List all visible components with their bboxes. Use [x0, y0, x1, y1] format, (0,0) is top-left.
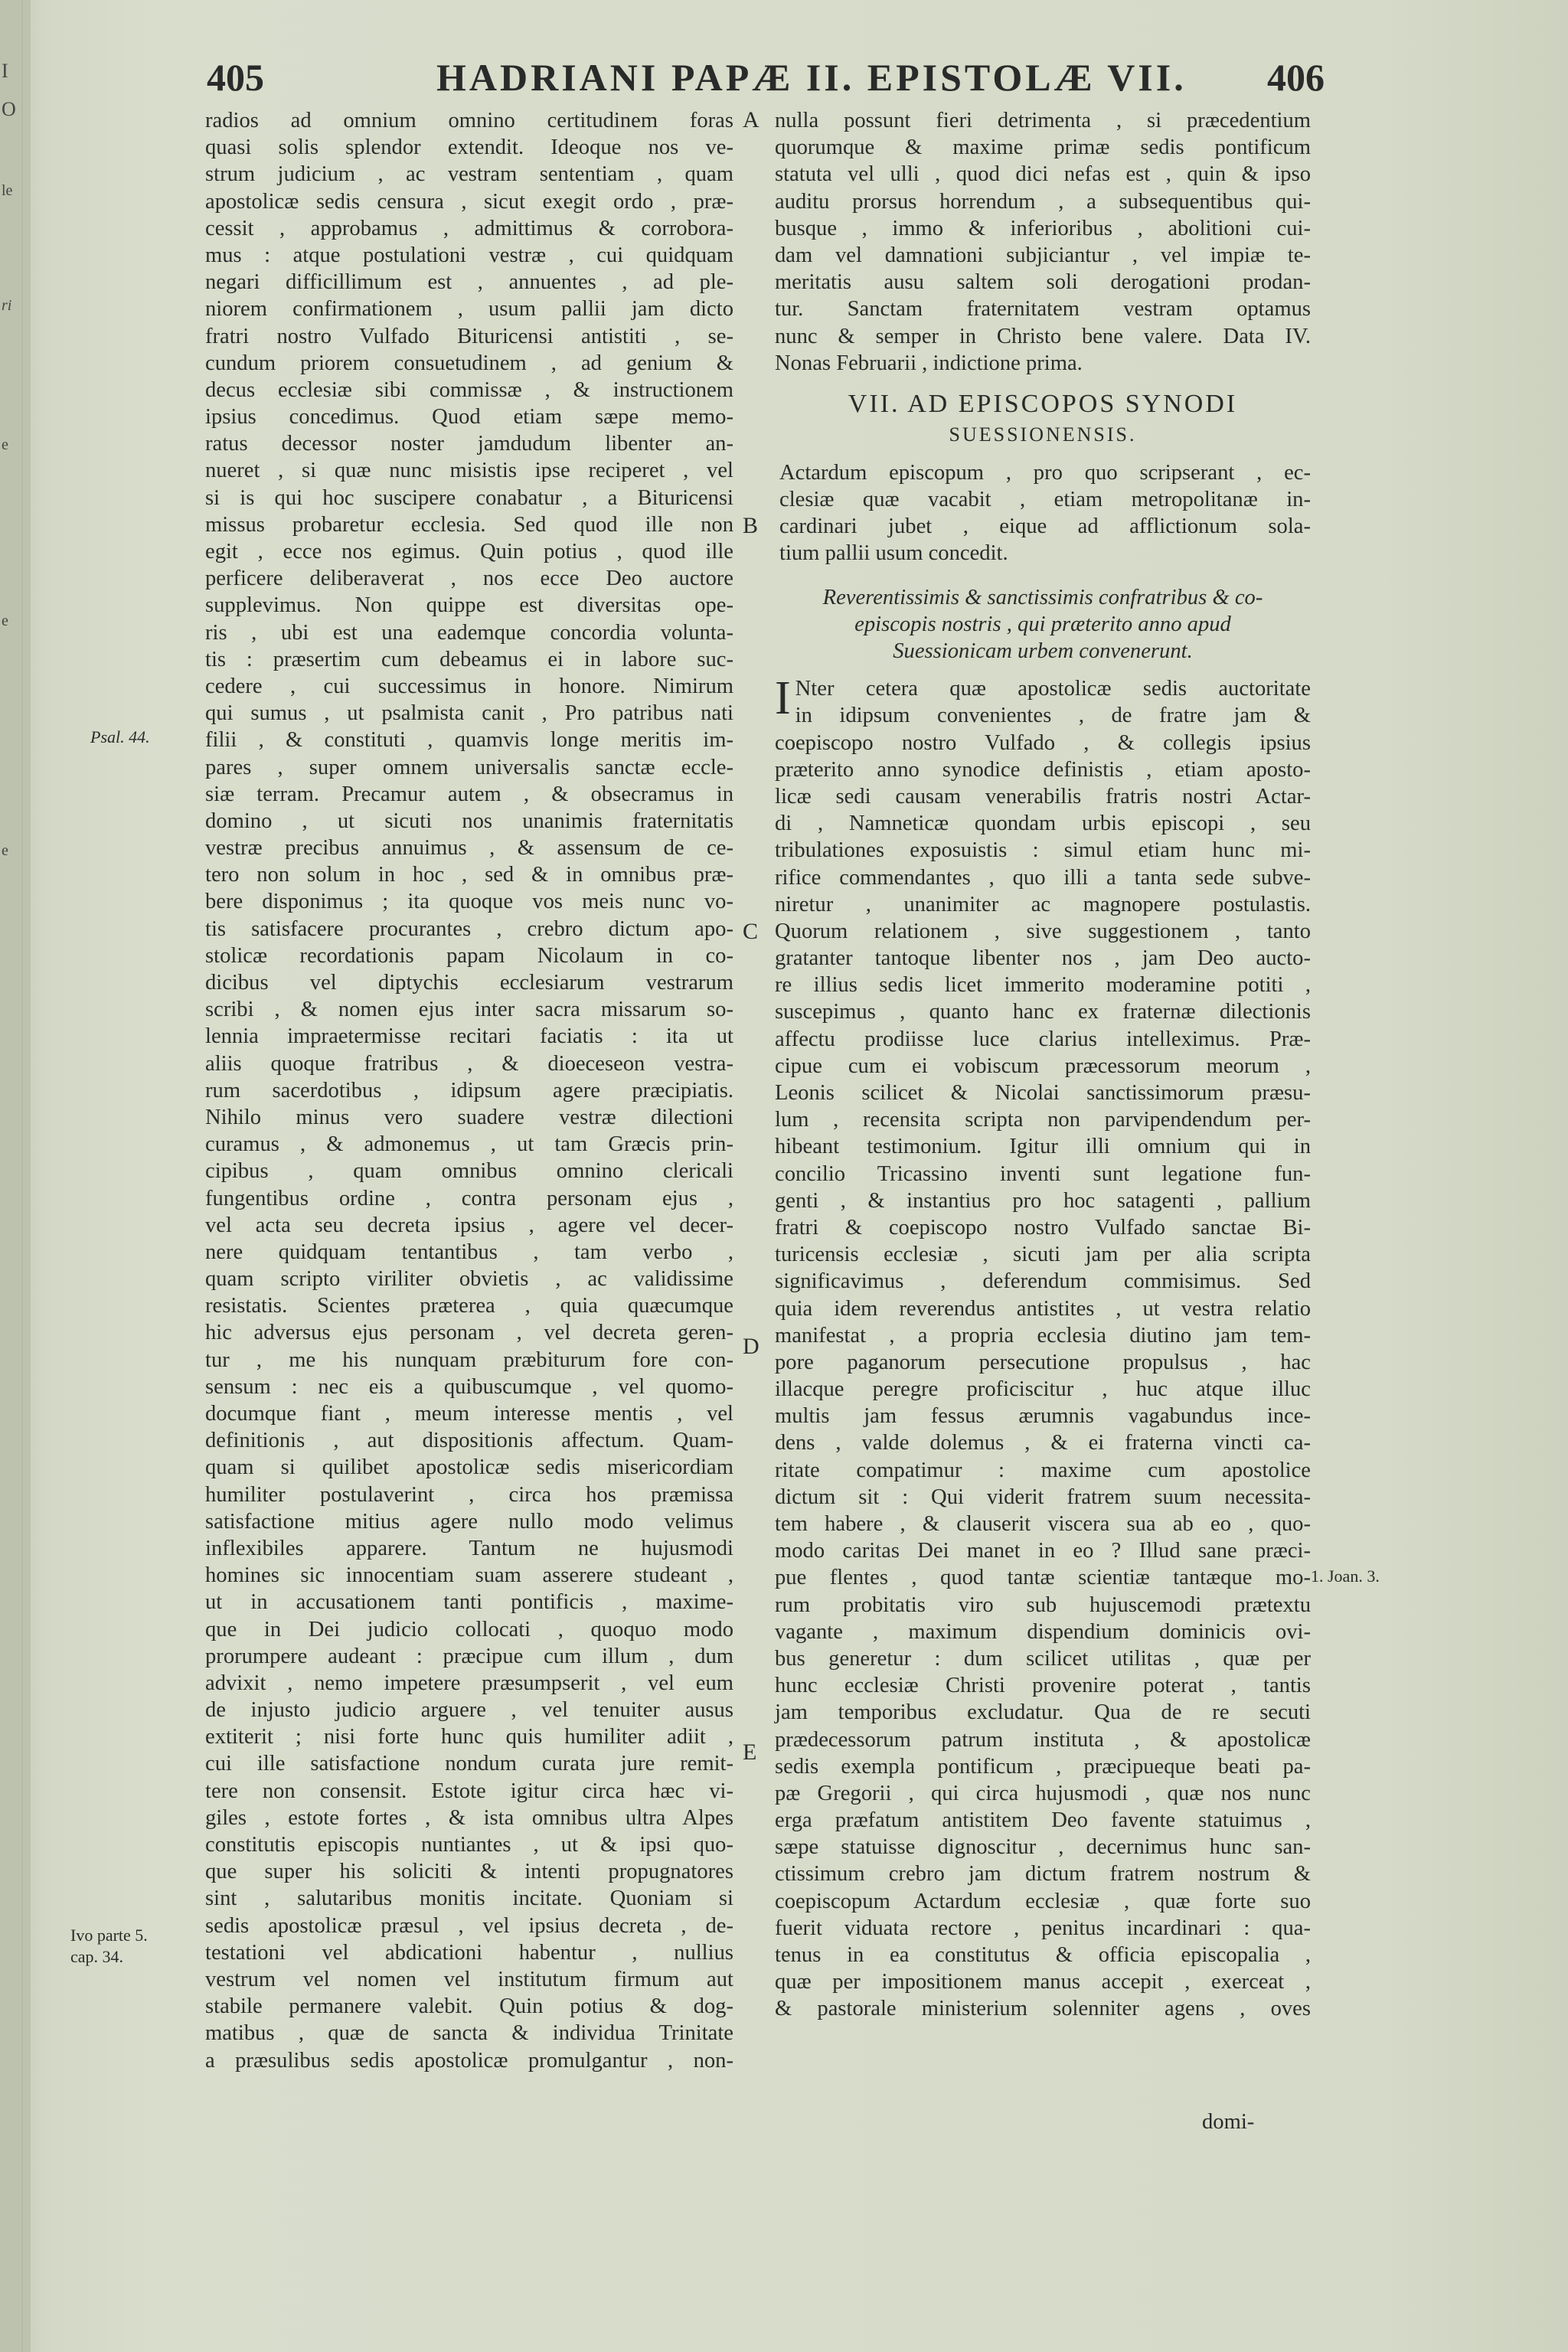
- left-column-line: hic adversus ejus personam , vel decreta geren-: [205, 1321, 733, 1345]
- summary-line: cardinari jubet , eique ad afflictionum sola-: [779, 514, 1311, 539]
- left-column-line: extiterit ; nisi forte hunc quis humiliter adiit ,: [205, 1725, 733, 1749]
- letter-body-line: affectu prodiisse luce clarius intelleximus. Præ-: [775, 1027, 1311, 1051]
- left-column-line: nere quidquam tentantibus , tam verbo ,: [205, 1240, 733, 1264]
- gutter-shadow: [21, 0, 23, 2352]
- left-column-line: negari difficillimum est , annuentes , ad ple-: [205, 270, 733, 295]
- edge-glyph: ri: [2, 297, 12, 314]
- adjacent-page-edge: [0, 0, 31, 2352]
- left-column-line: constitutis episcopis nuntiantes , ut & ipsi quo-: [205, 1833, 733, 1857]
- left-column-line: domino , ut sicuti nos unanimis fraternitatis: [205, 808, 733, 833]
- letter-ending-line: nunc & semper in Christo bene valere. Data IV.: [775, 324, 1311, 348]
- letter-ending-line: Nonas Februarii , indictione prima.: [775, 351, 1083, 375]
- left-column-line: si is qui hoc suscipere conabatur , a Bituricensi: [205, 485, 733, 510]
- letter-body-line: manifestat , a propria ecclesia diutino jam tem-: [775, 1323, 1311, 1348]
- edge-glyph: e: [2, 612, 8, 629]
- left-column-line: ut in accusationem tanti pontificis , maxime-: [205, 1590, 733, 1615]
- letter-body-line: ctissimum crebro jam dictum fratrem nostrum &: [775, 1862, 1311, 1886]
- left-column-line: vel acta seu decreta ipsius , agere vel decer-: [205, 1213, 733, 1237]
- left-column-line: tero non solum in hoc , sed & in omnibus præ-: [205, 863, 733, 887]
- letter-ending-line: statuta vel ulli , quod dici nefas est , quin & ipso: [775, 162, 1311, 187]
- left-column-line: sensum : nec eis a quibuscumque , vel quomo-: [205, 1374, 733, 1399]
- left-column-line: siæ terram. Precamur autem , & obsecramus in: [205, 782, 733, 806]
- address-line: Suessionicam urbem convenerunt.: [893, 639, 1193, 663]
- left-column-line: cedere , cui successimus in honore. Nimirum: [205, 674, 733, 698]
- left-column-line: tis satisfacere procurantes , crebro dictum apo-: [205, 916, 733, 941]
- section-marker-b: B: [743, 513, 759, 538]
- letter-body-line: re illius sedis licet immerito moderamine potiti ,: [775, 973, 1311, 998]
- left-column-line: tere non consensit. Estote igitur circa hæc vi-: [205, 1779, 733, 1803]
- left-column-line: niorem confirmationem , usum pallii jam dicto: [205, 297, 733, 322]
- letter-body-line: modo caritas Dei manet in eo ? Illud sane præci-: [775, 1539, 1311, 1563]
- letter-body-line: gratanter tantoque libenter nos , jam Deo aucto-: [775, 946, 1311, 971]
- letter-body-line: prædecessorum patrum instituta , & apostolicæ: [775, 1727, 1311, 1752]
- address-line: episcopis nostris , qui præterito anno apud: [854, 612, 1231, 636]
- left-column-line: ris , ubi est una eademque concordia volunta-: [205, 620, 733, 645]
- letter-body-line: concilio Tricassino inventi sunt legatione fun-: [775, 1161, 1311, 1186]
- letter-body-line: quæ per impositionem manus accepit , exerceat ,: [775, 1970, 1311, 1994]
- left-column-line: tis : præsertim cum debeamus ei in labore suc-: [205, 647, 733, 671]
- left-column-line: fungentibus ordine , contra personam ejus ,: [205, 1186, 733, 1210]
- left-column-line: cipibus , quam omnibus omnino clericali: [205, 1159, 733, 1184]
- right-column: [775, 107, 1311, 2023]
- letter-body-line: quia idem reverendus antistites , ut vestra relatio: [775, 1296, 1311, 1321]
- letter-body-line: cipue cum ei vobiscum præcessorum meorum ,: [775, 1054, 1311, 1078]
- page-number-left: 405: [207, 56, 264, 99]
- letter-body-line: tem habere , & clauserit viscera sua ab eo , quo-: [775, 1512, 1311, 1536]
- left-column-line: egit , ecce nos egimus. Quin potius , quod ille: [205, 540, 733, 564]
- left-column-line: sint , salutaribus monitis incitate. Quoniam si: [205, 1886, 733, 1911]
- left-column-line: filii , & constituti , quamvis longe meritis im-: [205, 728, 733, 753]
- letter-body-line: rifice commendantes , quo illi a tanta sede subve-: [775, 865, 1311, 890]
- letter-body-line: genti , & instantius pro hoc satagenti , pallium: [775, 1188, 1311, 1213]
- summary-line: clesiæ quæ vacabit , etiam metropolitanæ in-: [779, 488, 1311, 512]
- section-marker-d: D: [743, 1334, 760, 1359]
- left-column: [205, 107, 733, 2074]
- left-column-line: decus ecclesiæ sibi commissæ , & instructionem: [205, 377, 733, 402]
- left-column-line: documque fiant , meum interesse mentis , vel: [205, 1402, 733, 1426]
- letter-body-line: hunc ecclesiæ Christi provenire poterat , tantis: [775, 1674, 1311, 1698]
- letter-body-line: tenus in ea constitutus & officia episcopalia ,: [775, 1943, 1311, 1967]
- letter-body-line: licæ sedi causam venerabilis fratris nostri Actar-: [775, 784, 1311, 808]
- left-column-line: cessit , approbamus , admittimus & corrobora-: [205, 216, 733, 240]
- letter-body-line: in idipsum convenientes , de fratre jam &: [795, 704, 1311, 728]
- letter-body-line: suscepimus , quanto hanc ex fraternæ dilectionis: [775, 1000, 1311, 1024]
- left-column-line: apostolicæ sedis censura , sicut exegit ordo , præ-: [205, 189, 733, 214]
- left-column-line: vestrum vel nomen vel institutum firmum aut: [205, 1967, 733, 1991]
- drop-cap: I: [775, 672, 791, 725]
- running-header: [207, 55, 1325, 104]
- edge-glyph: e: [2, 436, 8, 453]
- letter-body-line: pæ Gregorii , qui circa hujusmodi , quæ nos nunc: [775, 1781, 1311, 1805]
- left-column-line: inflexibiles apparere. Tantum ne hujusmodi: [205, 1536, 733, 1560]
- letter-summary: [775, 459, 1311, 567]
- letter-body-line: Leonis scilicet & Nicolai sanctissimorum præsu-: [775, 1081, 1311, 1105]
- letter-body-line: sedis exempla pontificum , præcipueque beati pa-: [775, 1754, 1311, 1779]
- section-marker-a: A: [743, 107, 760, 132]
- letter-body-line: coepiscopo nostro Vulfado , & collegis ipsius: [775, 730, 1311, 755]
- letter-body-line: dictum sit : Qui viderit fratrem suum necessita-: [775, 1485, 1311, 1509]
- letter-body-line: lum , recensita scripta non parvipendendum per-: [775, 1108, 1311, 1132]
- left-column-line: cundum priorem consuetudinem , ad genium &: [205, 351, 733, 375]
- letter-body-line: rum probitatis viro sub hujuscemodi prætextu: [775, 1592, 1311, 1617]
- left-column-line: scribi , & nomen ejus inter sacra missarum so-: [205, 998, 733, 1022]
- left-column-line: perficere deliberaverat , nos ecce Deo auctore: [205, 567, 733, 591]
- letter-body-line: & pastorale ministerium solenniter agens , oves: [775, 1997, 1311, 2021]
- left-column-line: stolicæ recordationis papam Nicolaum in co-: [205, 943, 733, 968]
- letter-body-line: Quorum relationem , sive suggestionem , tanto: [775, 919, 1311, 943]
- edge-glyph: le: [2, 182, 13, 199]
- letter-ending-line: tur. Sanctam fraternitatem vestram optamus: [775, 297, 1311, 322]
- letter-ending-line: auditu prorsus horrendum , a subsequentibus qui-: [775, 189, 1311, 214]
- left-column-line: pares , super omnem universalis sanctæ eccle-: [205, 755, 733, 779]
- left-column-line: ipsius concedimus. Quod etiam sæpe memo-: [205, 405, 733, 430]
- left-column-line: sedis apostolicæ præsul , vel ipsius decreta , de-: [205, 1913, 733, 1938]
- left-column-line: dicibus vel diptychis ecclesiarum vestrarum: [205, 971, 733, 995]
- left-column-line: lennia impraetermisse recitari faciatis : ita ut: [205, 1024, 733, 1049]
- letter-body-line: Nter cetera quæ apostolicæ sedis auctoritate: [795, 677, 1311, 701]
- left-column-line: mus : atque postulationi vestræ , cui quidquam: [205, 243, 733, 267]
- letter-ending-line: dam vel damnationi subjiciantur , vel impiæ te-: [775, 243, 1311, 267]
- letter-body-line: fuerit viduata rectore , penitus incardinari : qua-: [775, 1916, 1311, 1940]
- summary-line: tium pallii usum concedit.: [779, 541, 1008, 566]
- letter-body-line: multis jam fessus ærumnis vagabundus ince-: [775, 1404, 1311, 1429]
- left-column-line: rum sacerdotibus , idipsum agere præcipiatis.: [205, 1078, 733, 1102]
- letter-body-line: illacque peregre proficiscitur , huc atque illuc: [775, 1377, 1311, 1402]
- left-column-line: fratri nostro Vulfado Bituricensi antistiti , se-: [205, 324, 733, 348]
- margin-note-joan: 1. Joan. 3.: [1311, 1566, 1380, 1586]
- left-column-line: bere disponimus ; ita quoque vos meis nunc vo-: [205, 890, 733, 914]
- left-column-line: supplevimus. Non quippe est diversitas ope-: [205, 593, 733, 618]
- left-column-line: aliis quoque fratribus , & dioecesеon vestra-: [205, 1051, 733, 1076]
- left-column-line: resistatis. Scientes præterea , quia quæcumque: [205, 1294, 733, 1318]
- letter-body-line: sæpe statuisse dignoscitur , decernimus hunc san-: [775, 1835, 1311, 1860]
- summary-line: Actardum episcopum , pro quo scripserant , ec-: [779, 460, 1311, 485]
- left-column-line: radios ad omnium omnino certitudinem foras: [205, 109, 733, 132]
- letter-body-line: coepiscopum Actardum ecclesiæ , quæ forte suo: [775, 1889, 1311, 1913]
- left-column-line: quam scripto viriliter obvietis , ac validissime: [205, 1267, 733, 1292]
- left-column-line: a præsulibus sedis apostolicæ promulgantur , non-: [205, 2048, 733, 2073]
- left-column-line: ratus decessor noster jamdudum libenter an-: [205, 432, 733, 456]
- margin-note-ivo: Ivo parte 5.: [70, 1926, 148, 1945]
- letter-body-line: tribulationes exposuistis : simul etiam hunc mi-: [775, 838, 1311, 863]
- left-column-line: homines sic innocentiam suam asserere studeant ,: [205, 1563, 733, 1588]
- left-column-line: humiliter postulaverint , circa hos præmissa: [205, 1482, 733, 1507]
- left-column-line: giles , estote fortes , & ista omnibus ultra Alpes: [205, 1805, 733, 1830]
- left-column-line: qui sumus , ut psalmista canit , Pro patribus nati: [205, 701, 733, 726]
- letter-ending-line: meritatis ausu saltem soli derogationi prodan-: [775, 270, 1311, 295]
- letter-ending: [775, 107, 1311, 377]
- page-number-right: 406: [1267, 56, 1325, 99]
- catchword: domi-: [1202, 2110, 1255, 2134]
- letter-body-line: hibeant testimonium. Igitur illi omnium qui in: [775, 1135, 1311, 1159]
- letter-body-line: ritate compatimur : maxime cum apostolice: [775, 1458, 1311, 1482]
- edge-glyph: e: [2, 842, 8, 859]
- letter-body-line: significavimus , deferendum commisimus. Sed: [775, 1269, 1311, 1294]
- left-column-line: matibus , quæ de sancta & individua Trinitate: [205, 2021, 733, 2046]
- left-column-line: cui ille satisfactione nondum curata jure remit-: [205, 1752, 733, 1776]
- letter-body-line: pue flentes , quod tantæ scientiæ tantæque mo-: [775, 1566, 1311, 1590]
- left-column-line: vestræ precibus annuimus , & assensum de ce-: [205, 836, 733, 861]
- letter-ending-line: quorumque & maxime primæ sedis pontificum: [775, 136, 1311, 160]
- left-column-line: quam si quilibet apostolicæ sedis misericordiam: [205, 1455, 733, 1480]
- letter-body-line: vagante , maximum dispendium dominicis ovi-: [775, 1619, 1311, 1644]
- letter-ending-line: nulla possunt fieri detrimenta , si præcedentium: [775, 109, 1311, 132]
- left-column-line: tur , me his nunquam præbiturum fore con-: [205, 1348, 733, 1372]
- margin-note-ivo-cap: cap. 34.: [70, 1947, 124, 1966]
- left-column-line: Nihilo minus vero suadere vestræ dilectioni: [205, 1105, 733, 1129]
- letter-body-line: turicensis ecclesiæ , sicuti jam per alia scripta: [775, 1243, 1311, 1267]
- left-column-line: prorumpere audeant : præcipue cum illum , dum: [205, 1644, 733, 1668]
- left-column-line: nueret , si quæ nunc misistis ipse reciperet , vel: [205, 459, 733, 483]
- left-column-line: stabile permanere valebit. Quin potius & dog-: [205, 1994, 733, 2019]
- address-line: Reverentissimis & sanctissimis confratribus & co-: [822, 585, 1263, 609]
- left-column-line: advixit , nemo impetere præsumpserit , vel eum: [205, 1671, 733, 1695]
- left-column-line: definitionis , aut dispositionis affectum. Quam-: [205, 1429, 733, 1453]
- left-column-line: que in Dei judicio collocati , quoquo modo: [205, 1617, 733, 1642]
- letter-body-line: dens , valde dolemus , & ei fraterna vincti ca-: [775, 1431, 1311, 1455]
- letter-ending-line: busque , immo & inferioribus , abolitioni cui-: [775, 216, 1311, 240]
- letter-address: [775, 584, 1311, 665]
- letter-body-line: præterito anno synodice definistis , etiam aposto-: [775, 757, 1311, 782]
- left-column-line: curamus , & admonemus , ut tam Græcis prin-: [205, 1132, 733, 1157]
- edge-glyph: I: [2, 60, 8, 82]
- left-column-line: missus probaretur ecclesia. Sed quod ille non: [205, 512, 733, 537]
- letter-body-line: bus generetur : dum scilicet utilitas , quæ per: [775, 1646, 1311, 1671]
- section-marker-c: C: [743, 919, 759, 944]
- edge-glyph: O: [2, 98, 16, 120]
- left-column-line: satisfactione mitius agere nullo modo velimus: [205, 1509, 733, 1534]
- left-column-line: de injusto judicio arguere , vel tenuiter ausus: [205, 1698, 733, 1723]
- section-title: VII. AD EPISCOPOS SYNODI: [848, 389, 1238, 418]
- letter-body-line: erga præfatum antistitem Deo favente statuimus ,: [775, 1808, 1311, 1833]
- left-column-line: testationi vel abdicationi habentur , nullius: [205, 1940, 733, 1965]
- letter-body-line: jam temporibus excludatur. Qua de re secuti: [775, 1700, 1311, 1725]
- letter-body-line: niretur , unanimiter ac magnopere postulastis.: [775, 892, 1311, 916]
- running-title: HADRIANI PAPÆ II. EPISTOLÆ VII.: [436, 56, 1187, 99]
- letter-body-line: di , Namneticæ quondam urbis episcopi , seu: [775, 812, 1311, 836]
- letter-body-line: fratri & coepiscopo nostro Vulfado sanctae Bi-: [775, 1215, 1311, 1240]
- letter-body: [775, 672, 1311, 2022]
- section-subtitle: SUESSIONENSIS.: [949, 423, 1137, 446]
- left-column-line: quasi solis splendor extendit. Ideoque nos ve-: [205, 136, 733, 160]
- section-marker-e: E: [743, 1740, 757, 1765]
- letter-body-line: pore paganorum persecutione propulsus , hac: [775, 1350, 1311, 1374]
- margin-note-psalm: Psal. 44.: [90, 727, 150, 746]
- left-column-line: strum judicium , ac vestram sententiam , quam: [205, 162, 733, 187]
- left-column-line: que super his soliciti & intenti propugnatores: [205, 1860, 733, 1884]
